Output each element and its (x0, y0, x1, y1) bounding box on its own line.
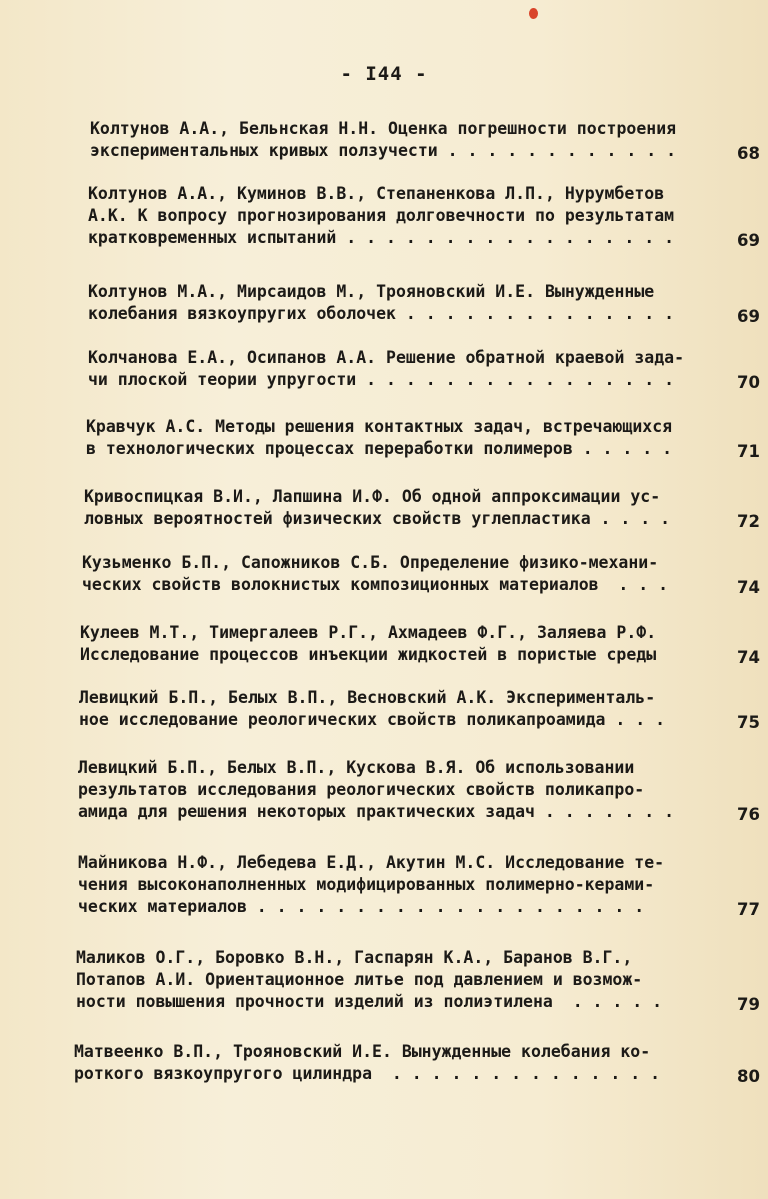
toc-entry (78, 757, 760, 827)
toc-entry-line: амида для решения некоторых практических задач . . . . . . . (78, 802, 675, 821)
toc-entry-line: Кривоспицкая В.И., Лапшина И.Ф. Об одной аппроксимации ус- (84, 487, 661, 506)
toc-entry (86, 416, 760, 464)
toc-entry-page: 69 (737, 307, 760, 326)
toc-entry (74, 1041, 760, 1089)
toc-entry-line: Майникова Н.Ф., Лебедева Е.Д., Акутин М.С. Исследование те- (78, 853, 665, 872)
toc-entry (88, 183, 760, 253)
toc-entry-line: ческих свойств волокнистых композиционных материалов . . . (82, 575, 669, 594)
toc-entry (84, 486, 760, 534)
toc-entry-line: Кравчук А.С. Методы решения контактных задач, встречающихся (86, 417, 673, 436)
toc-entry-page: 76 (737, 805, 760, 824)
toc-entry-line: ности повышения прочности изделий из полиэтилена . . . . . (76, 992, 663, 1011)
toc-entry-page: 72 (737, 512, 760, 531)
toc-entry (90, 118, 760, 166)
toc-entry-page: 74 (737, 578, 760, 597)
toc-entry-line: чения высоконаполненных модифицированных полимерно-керами- (78, 875, 655, 894)
toc-entry-page: 80 (737, 1067, 760, 1086)
toc-entry-page: 77 (737, 900, 760, 919)
toc-entry (88, 347, 760, 395)
toc-entry-page: 75 (737, 713, 760, 732)
toc-entry-line: чи плоской теории упругости . . . . . . . . . . . . . . . . (88, 370, 675, 389)
toc-entry-line: Кузьменко Б.П., Сапожников С.Б. Определение физико-механи- (82, 553, 659, 572)
toc-entry-page: 79 (737, 995, 760, 1014)
toc-entry-line: Маликов О.Г., Боровко В.Н., Гаспарян К.А., Баранов В.Г., (76, 948, 633, 967)
toc-entry-line: экспериментальных кривых ползучести . . . . . . . . . . . . (90, 141, 677, 160)
toc-entry-line: ное исследование реологических свойств поликапроамида . . . (79, 710, 666, 729)
toc-entry-page: 71 (737, 442, 760, 461)
toc-entry-line: Исследование процессов инъекции жидкостей в пористые среды (80, 645, 657, 664)
toc-entry (78, 852, 760, 922)
toc-entry (82, 552, 760, 600)
toc-entry-line: ческих материалов . . . . . . . . . . . . . . . . . . . . (78, 897, 645, 916)
page-number: - I44 - (340, 63, 428, 85)
toc-entry (79, 687, 760, 735)
toc-entry-line: Матвеенко В.П., Трояновский И.Е. Вынужденные колебания ко- (74, 1042, 651, 1061)
toc-entry-line: Левицкий Б.П., Белых В.П., Весновский А.К. Эксперименталь- (79, 688, 656, 707)
toc-entry-line: Колтунов А.А., Куминов В.В., Степаненкова Л.П., Нурумбетов (88, 184, 665, 203)
toc-entry-line: Потапов А.И. Ориентационное литье под давлением и возмож- (76, 970, 643, 989)
toc-entry-page: 69 (737, 231, 760, 250)
toc-entry-line: в технологических процессах переработки полимеров . . . . . (86, 439, 673, 458)
toc-entry-line: кратковременных испытаний . . . . . . . . . . . . . . . . . (88, 228, 675, 247)
toc-entry-page: 74 (737, 648, 760, 667)
toc-entry-line: результатов исследования реологических свойств поликапро- (78, 780, 645, 799)
toc-entry-page: 70 (737, 373, 760, 392)
toc-entry-line: А.К. К вопросу прогнозирования долговечности по результатам (88, 206, 675, 225)
toc-entry (80, 622, 760, 670)
toc-entry-line: Колтунов А.А., Бельнская Н.Н. Оценка погрешности построения (90, 119, 677, 138)
toc-entry-page: 68 (737, 144, 760, 163)
toc-entry-line: Колтунов М.А., Мирсаидов М., Трояновский И.Е. Вынужденные (88, 282, 655, 301)
toc-entry (88, 281, 760, 329)
toc-entry-line: роткого вязкоупругого цилиндра . . . . . . . . . . . . . . (74, 1064, 661, 1083)
toc-entry-line: Левицкий Б.П., Белых В.П., Кускова В.Я. Об использовании (78, 758, 635, 777)
toc-entry (76, 947, 760, 1017)
toc-entry-line: Колчанова Е.А., Осипанов А.А. Решение обратной краевой зада- (88, 348, 685, 367)
toc-entry-line: колебания вязкоупругих оболочек . . . . . . . . . . . . . . (88, 304, 675, 323)
toc-entry-line: ловных вероятностей физических свойств углепластика . . . . (84, 509, 671, 528)
toc-entry-line: Кулеев М.Т., Тимергалеев Р.Г., Ахмадеев Ф.Г., Заляева Р.Ф. (80, 623, 657, 642)
